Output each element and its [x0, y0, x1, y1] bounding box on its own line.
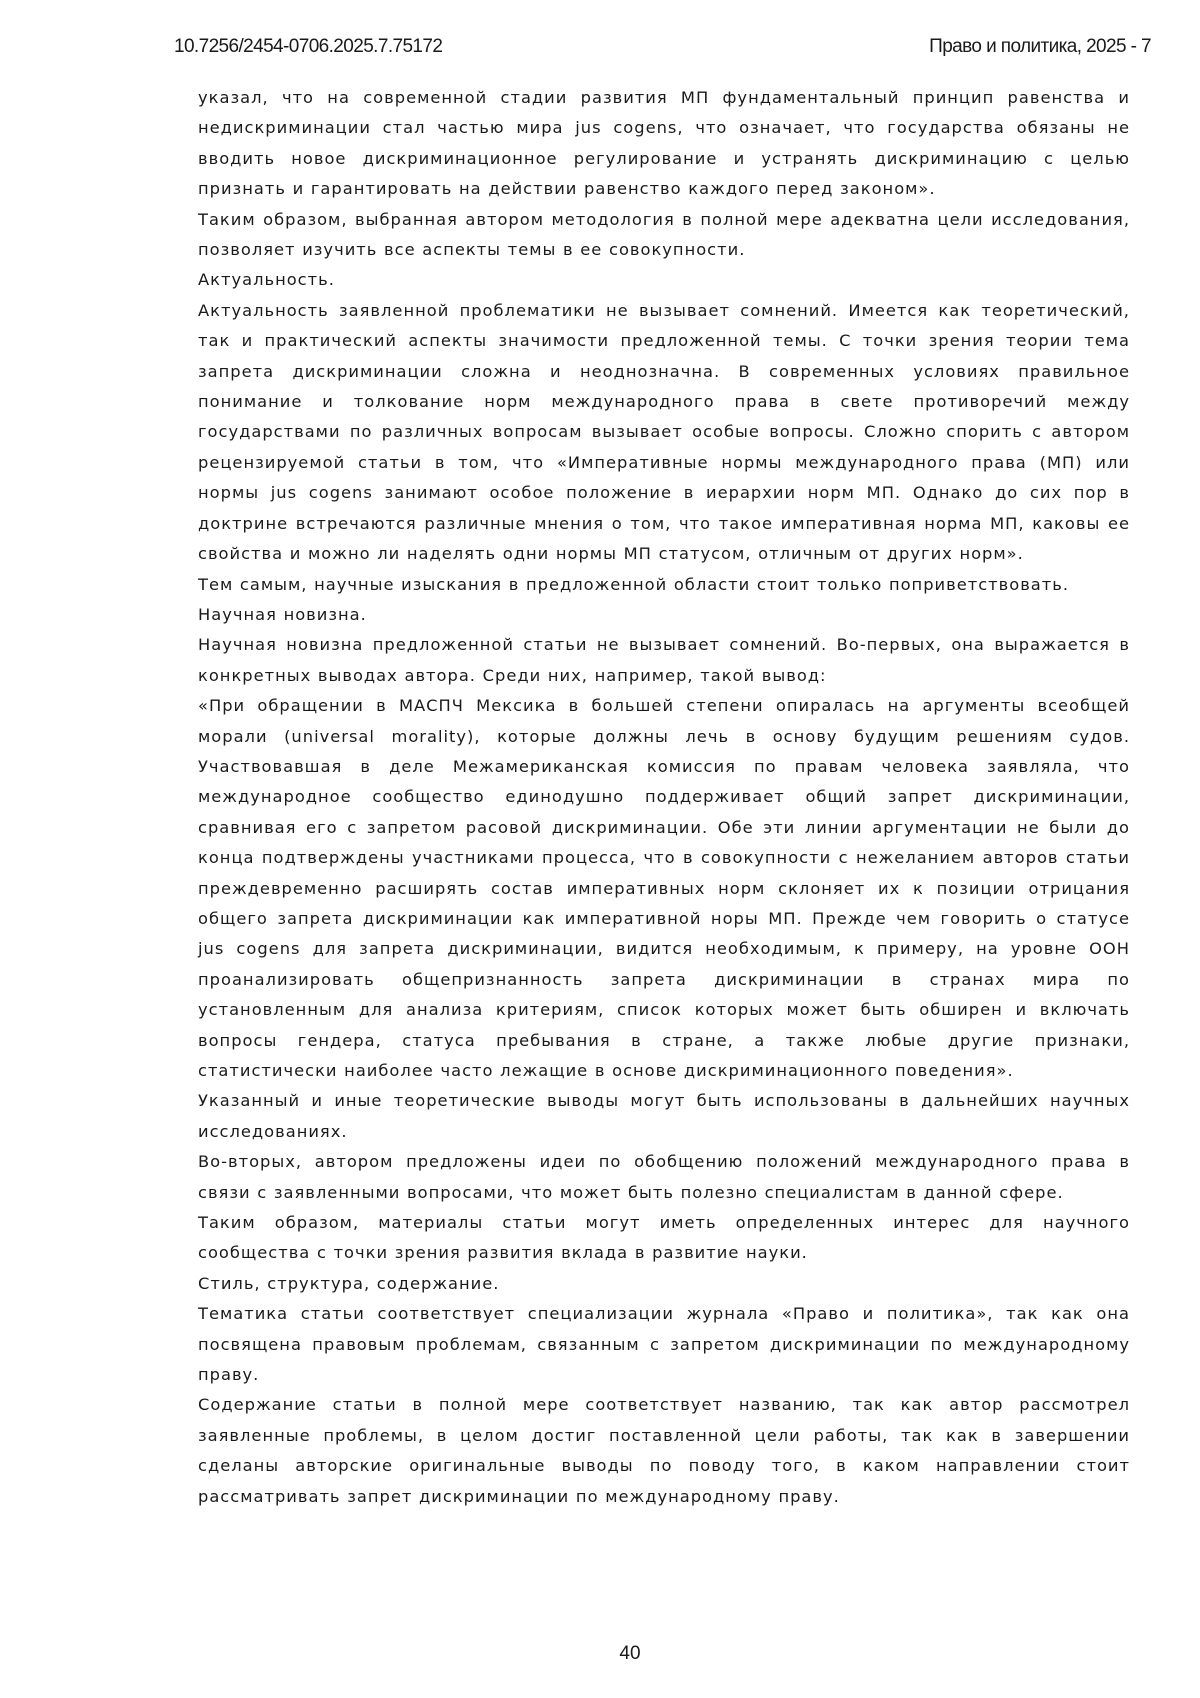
paragraph: Актуальность заявленной проблематики не вызывает сомнений. Имеется как теоретический, так и практический аспекты значимости предложенной темы. С точки зрения теории тема запрета дискриминации сложна и неоднозначна. В современных условиях правильное понимание и толкование норм международного права в свете противоречий между государствами по различных вопросам вызывает особые вопросы. Сложно спорить с автором рецензируемой статьи в том, что «Императивные нормы международного права (МП) или нормы jus cogens занимают особое положение в иерархии норм МП. Однако до сих пор в доктрине встречаются различные мнения о том, что такое императивная норма МП, каковы ее свойства и можно ли наделять одни нормы МП статусом, отличным от других норм». — [198, 296, 1130, 570]
paragraph: Содержание статьи в полной мере соответствует названию, так как автор рассмотрел заявленные проблемы, в целом достиг поставленной цели работы, так как в завершении сделаны авторские оригинальные выводы по поводу того, в каком направлении стоит рассматривать запрет дискриминации по международному праву. — [198, 1390, 1130, 1512]
doi-text: 10.7256/2454-0706.2025.7.75172 — [174, 36, 442, 58]
paragraph: Во-вторых, автором предложены идеи по обобщению положений международного права в связи с заявленными вопросами, что может быть полезно специалистам в данной сфере. — [198, 1147, 1130, 1208]
paragraph: Научная новизна предложенной статьи не вызывает сомнений. Во-первых, она выражается в конкретных выводах автора. Среди них, например, такой вывод: — [198, 630, 1130, 691]
paragraph: указал, что на современной стадии развития МП фундаментальный принцип равенства и недискриминации стал частью мира jus cogens, что означает, что государства обязаны не вводить новое дискриминационное регулирование и устранять дискриминацию с целью признать и гарантировать на действии равенство каждого перед законом». — [198, 83, 1130, 205]
quote-paragraph: «При обращении в МАСПЧ Мексика в большей степени опиралась на аргументы всеобщей морали (universal morality), которые должны лечь в основу будущим решениям судов. Участвовавшая в деле Межамериканская комиссия по правам человека заявляла, что международное сообщество единодушно поддерживает общий запрет дискриминации, сравнивая его с запретом расовой дискриминации. Обе эти линии аргументации не были до конца подтверждены участниками процесса, что в совокупности с нежеланием авторов статьи преждевременно расширять состав императивных норм склоняет их к позиции отрицания общего запрета дискриминации как императивной норы МП. Прежде чем говорить о статусе jus cogens для запрета дискриминации, видится необходимым, к примеру, на уровне ООН проанализировать общепризнанность запрета дискриминации в странах мира по установленным для анализа критериям, список которых может быть обширен и включать вопросы гендера, статуса пребывания в стране, а также любые другие признаки, статистически наиболее часто лежащие в основе дискриминационного поведения». — [198, 691, 1130, 1086]
journal-issue: Право и политика, 2025 - 7 — [929, 36, 1151, 58]
section-heading-relevance: Актуальность. — [198, 265, 1130, 295]
paragraph: Тем самым, научные изыскания в предложенной области стоит только поприветствовать. — [198, 570, 1130, 600]
section-heading-novelty: Научная новизна. — [198, 600, 1130, 630]
section-heading-style: Стиль, структура, содержание. — [198, 1269, 1130, 1299]
paragraph: Тематика статьи соответствует специализации журнала «Право и политика», так как она посвящена правовым проблемам, связанным с запретом дискриминации по международному праву. — [198, 1299, 1130, 1390]
paragraph: Таким образом, выбранная автором методология в полной мере адекватна цели исследования, позволяет изучить все аспекты темы в ее совокупности. — [198, 205, 1130, 266]
page-number: 40 — [0, 1643, 1200, 1665]
running-header — [174, 36, 1151, 58]
paragraph: Указанный и иные теоретические выводы могут быть использованы в дальнейших научных исследованиях. — [198, 1086, 1130, 1147]
paragraph: Таким образом, материалы статьи могут иметь определенных интерес для научного сообщества с точки зрения развития вклада в развитие науки. — [198, 1208, 1130, 1269]
article-body — [198, 83, 1130, 1512]
